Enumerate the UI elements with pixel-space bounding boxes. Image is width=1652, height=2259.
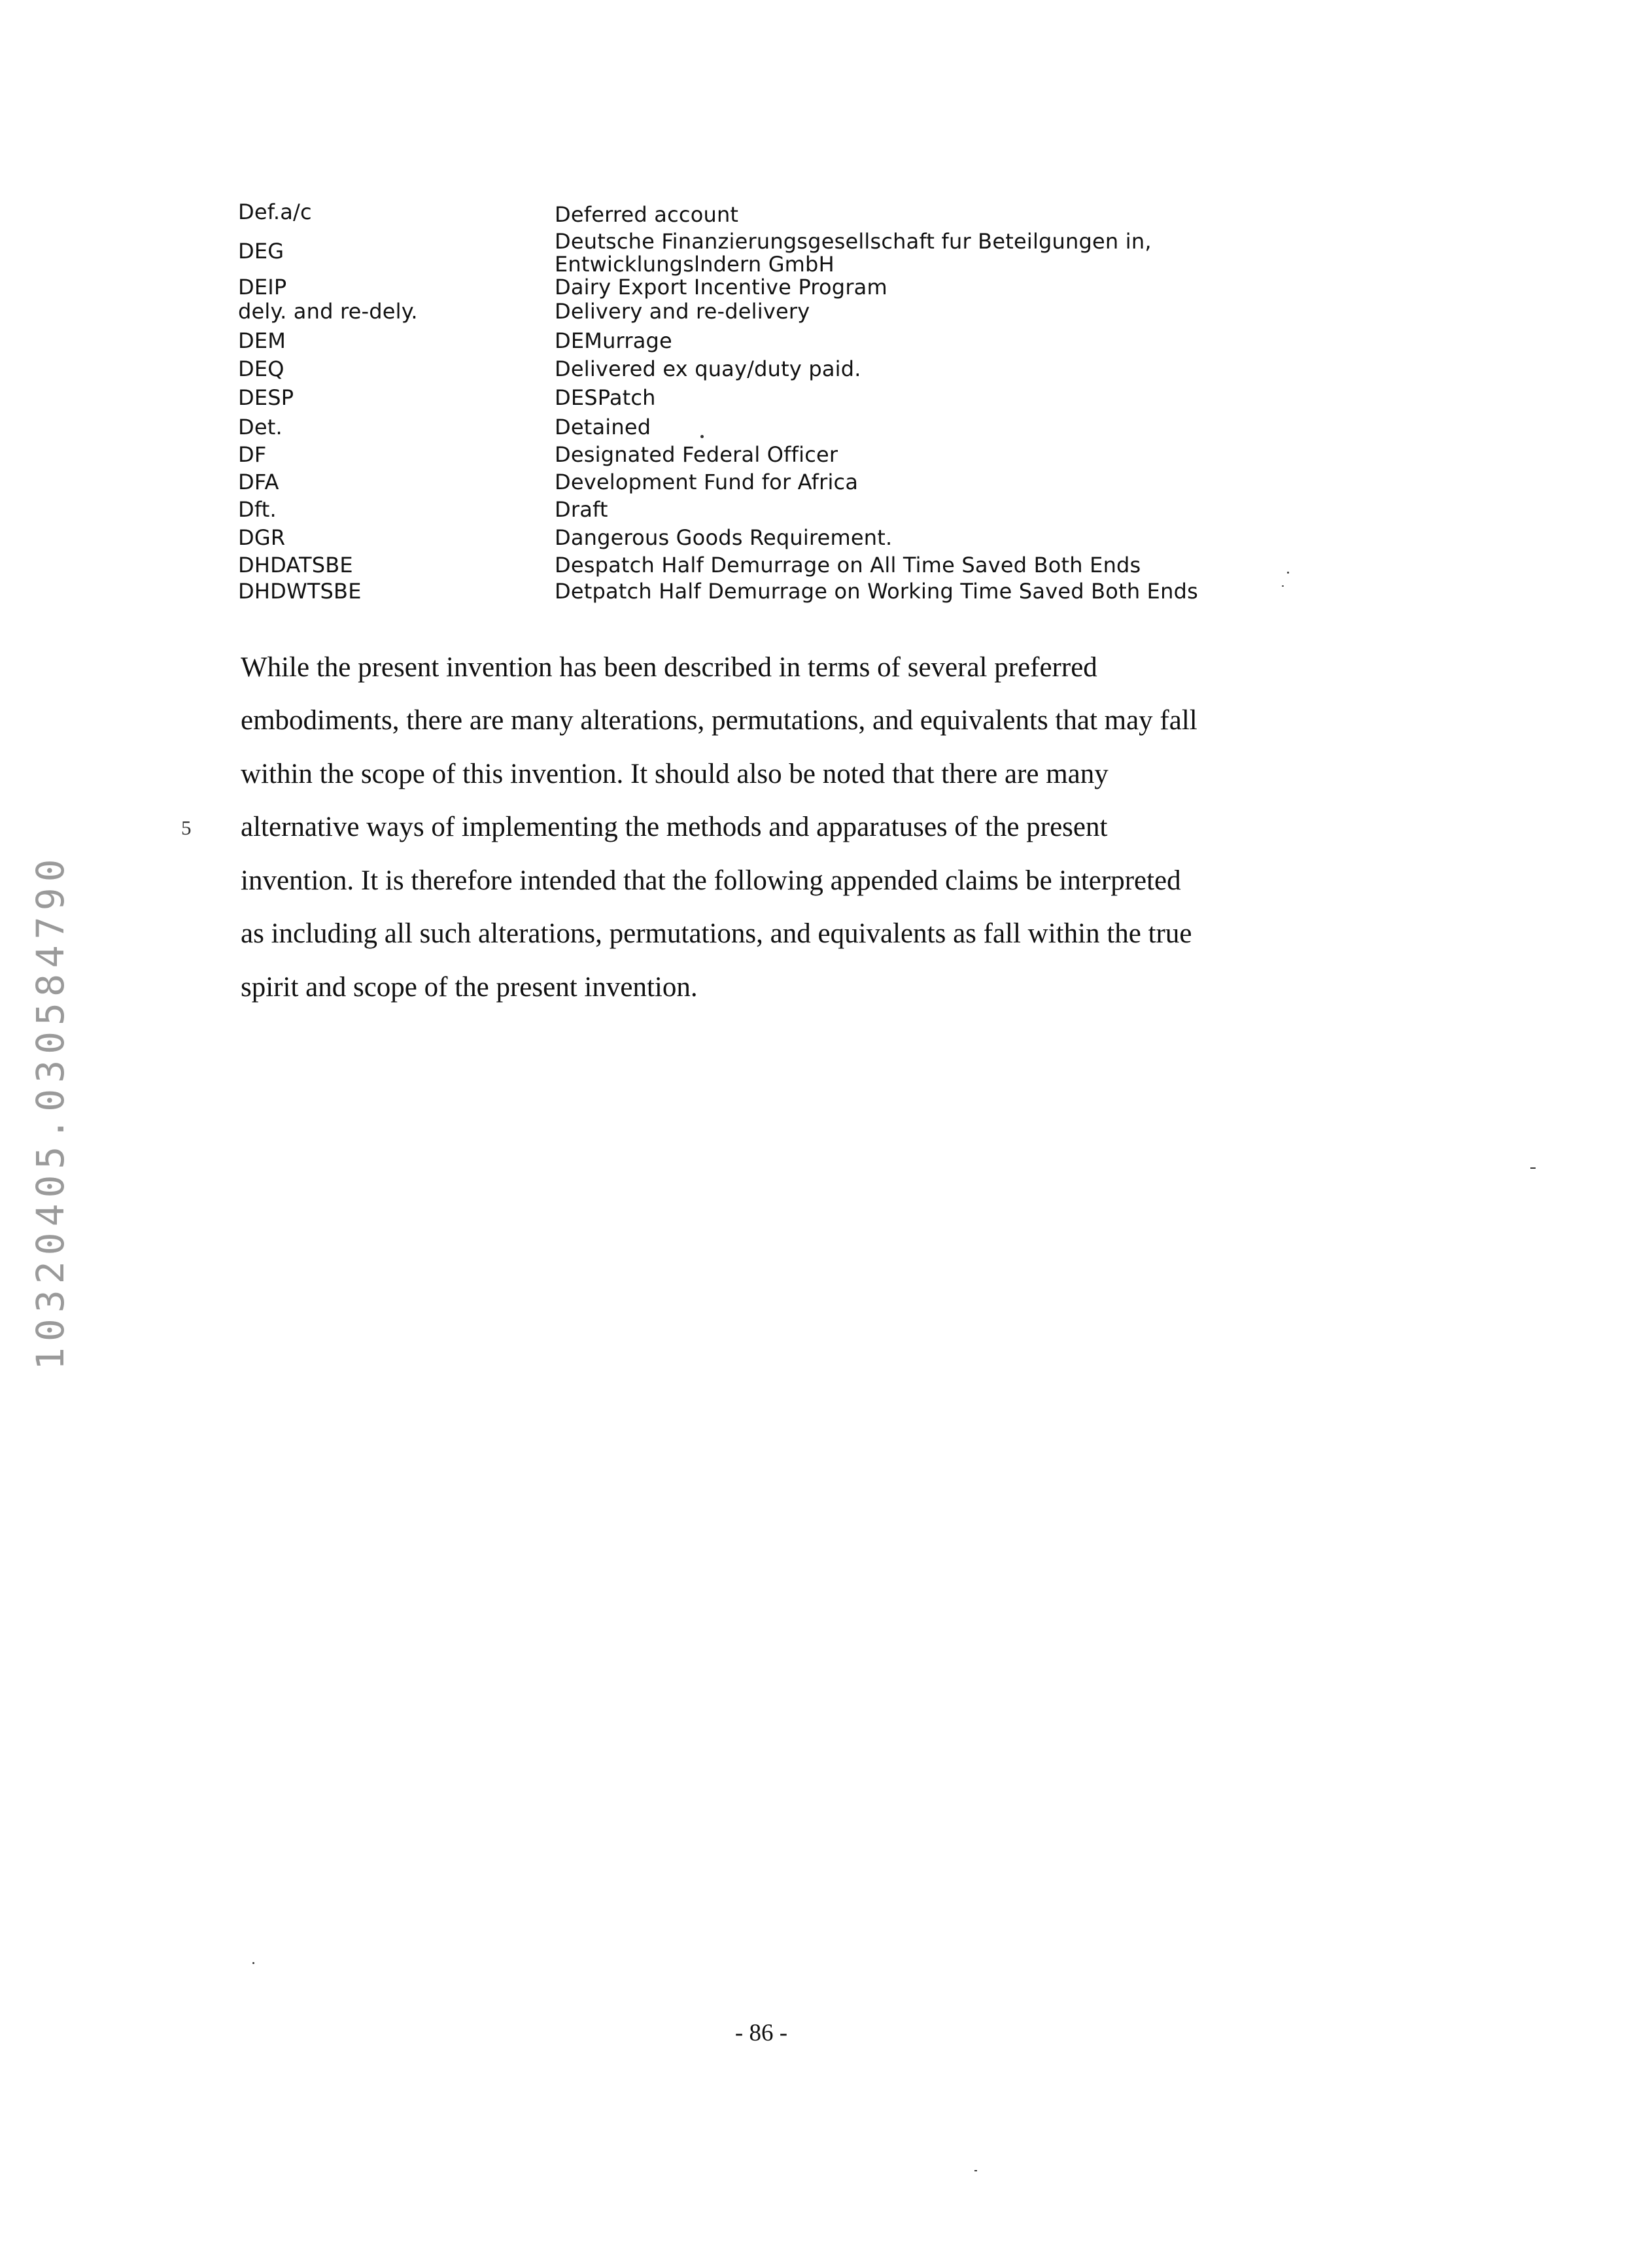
glossary-definition: Designated Federal Officer — [555, 442, 838, 467]
glossary-definition: DEMurrage — [555, 328, 672, 353]
paragraph-line: within the scope of this invention. It should also be noted that there are many — [241, 759, 1109, 789]
line-number: 5 — [181, 816, 192, 839]
glossary-term: DHDATSBE — [238, 553, 353, 578]
paragraph-line: as including all such alterations, permutations, and equivalents as fall within the true — [241, 918, 1192, 949]
glossary-definition: Despatch Half Demurrage on All Time Saved Both Ends — [555, 553, 1141, 578]
scan-speck — [974, 2170, 977, 2171]
glossary-definition: Delivery and re-delivery — [555, 299, 810, 324]
glossary-term: dely. and re-dely. — [238, 299, 418, 324]
scan-speck — [700, 435, 704, 438]
glossary-definition: Detpatch Half Demurrage on Working Time Saved Both Ends — [555, 579, 1198, 604]
glossary-term: DESP — [238, 385, 294, 410]
glossary-term: DFA — [238, 470, 279, 494]
paragraph-line: embodiments, there are many alterations, permutations, and equivalents that may fall — [241, 705, 1197, 736]
glossary-term: DF — [238, 442, 267, 467]
glossary-definition: Detained — [555, 415, 651, 440]
glossary-term: Det. — [238, 415, 283, 440]
scan-speck — [1282, 585, 1284, 587]
glossary-term: Def.a/c — [238, 199, 312, 224]
glossary-definition: DESPatch — [555, 385, 656, 410]
glossary-term: DEM — [238, 328, 286, 353]
paragraph-line: alternative ways of implementing the methods and apparatuses of the present — [241, 812, 1108, 842]
paragraph-line: spirit and scope of the present invention. — [241, 972, 698, 1003]
glossary-term: DEQ — [238, 356, 284, 381]
scan-speck — [1530, 1167, 1536, 1169]
paragraph-line: invention. It is therefore intended that the following appended claims be interpreted — [241, 865, 1181, 896]
glossary-term: DEG — [238, 239, 284, 264]
glossary-definition: Delivered ex quay/duty paid. — [555, 356, 861, 381]
paragraph-line: While the present invention has been described in terms of several preferred — [241, 652, 1097, 683]
glossary-definition: Dangerous Goods Requirement. — [555, 525, 893, 550]
glossary-definition: Deutsche Finanzierungsgesellschaft fur Beteilgungen in, — [555, 229, 1152, 254]
glossary-term: DGR — [238, 525, 286, 550]
glossary-definition: Development Fund for Africa — [555, 470, 859, 494]
glossary-definition: Deferred account — [555, 202, 739, 227]
page-number: - 86 - — [734, 2020, 788, 2046]
scan-speck — [1287, 572, 1289, 574]
glossary-term: DHDWTSBE — [238, 579, 362, 604]
glossary-term: Dft. — [238, 497, 277, 522]
scan-speck — [252, 1962, 254, 1964]
glossary-definition: Dairy Export Incentive Program — [555, 275, 887, 300]
margin-stamp: 10320405.030584790 — [28, 853, 73, 1370]
glossary-definition-continued: Entwicklungslndern GmbH — [555, 252, 835, 277]
glossary-term: DEIP — [238, 275, 287, 300]
glossary-definition: Draft — [555, 497, 608, 522]
